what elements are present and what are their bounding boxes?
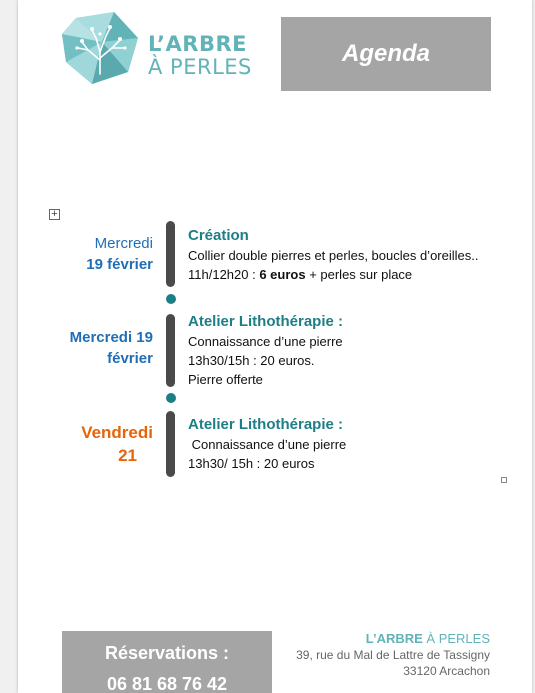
event-details xyxy=(188,415,528,473)
event-time: 13h30/15h : 20 euros. xyxy=(188,353,315,368)
date-line2: 21 xyxy=(118,446,137,465)
logo-line2: À PERLES xyxy=(148,55,252,79)
timeline-bar xyxy=(166,221,175,287)
agenda-title-box xyxy=(281,17,491,91)
event-description: Collier double pierres et perles, boucles d’oreilles.. xyxy=(188,248,479,263)
date-line1: Vendredi xyxy=(81,423,153,442)
reservations-box xyxy=(62,631,272,693)
agenda-title: Agenda xyxy=(341,40,430,67)
address-line1: 39, rue du Mal de Lattre de Tassigny xyxy=(296,648,490,662)
event-description: Connaissance d’une pierre xyxy=(188,437,347,452)
event-details xyxy=(188,226,528,284)
event-date xyxy=(18,327,153,369)
timeline-dot xyxy=(166,294,176,304)
table-resize-handle[interactable] xyxy=(501,477,507,483)
event-title: Atelier Lithothérapie : xyxy=(188,416,344,433)
timeline-dot xyxy=(166,393,176,403)
event-time: 11h/12h20 : 6 euros + perles sur place xyxy=(188,267,413,282)
logo-line1: L’ARBRE xyxy=(148,32,247,56)
event-title: Création xyxy=(188,227,249,244)
document-page xyxy=(18,0,532,693)
reservations-label: Réservations : xyxy=(104,643,230,663)
date-line1: Mercredi 19 xyxy=(69,329,153,346)
date-line1: Mercredi xyxy=(94,235,153,252)
address-line2: 33120 Arcachon xyxy=(403,664,490,678)
event-date xyxy=(18,233,153,275)
event-title: Atelier Lithothérapie : xyxy=(188,313,344,330)
footer-address xyxy=(296,631,490,679)
tree-logo-icon xyxy=(62,12,142,84)
logo xyxy=(62,12,262,84)
event-time: 13h30/ 15h : 20 euros xyxy=(188,456,315,471)
move-cross-icon[interactable]: + xyxy=(49,209,60,220)
event-date xyxy=(18,421,153,467)
timeline-bar xyxy=(166,314,175,387)
date-line2: 19 février xyxy=(86,256,153,273)
event-details xyxy=(188,312,528,389)
date-line2: février xyxy=(107,350,153,367)
reservations-phone: 06 81 68 76 42 xyxy=(106,674,228,693)
event-description: Connaissance d’une pierre xyxy=(188,334,343,349)
footer-brand: L’ARBRE À PERLES xyxy=(365,631,490,646)
event-note: Pierre offerte xyxy=(188,372,263,387)
timeline-bar xyxy=(166,411,175,477)
